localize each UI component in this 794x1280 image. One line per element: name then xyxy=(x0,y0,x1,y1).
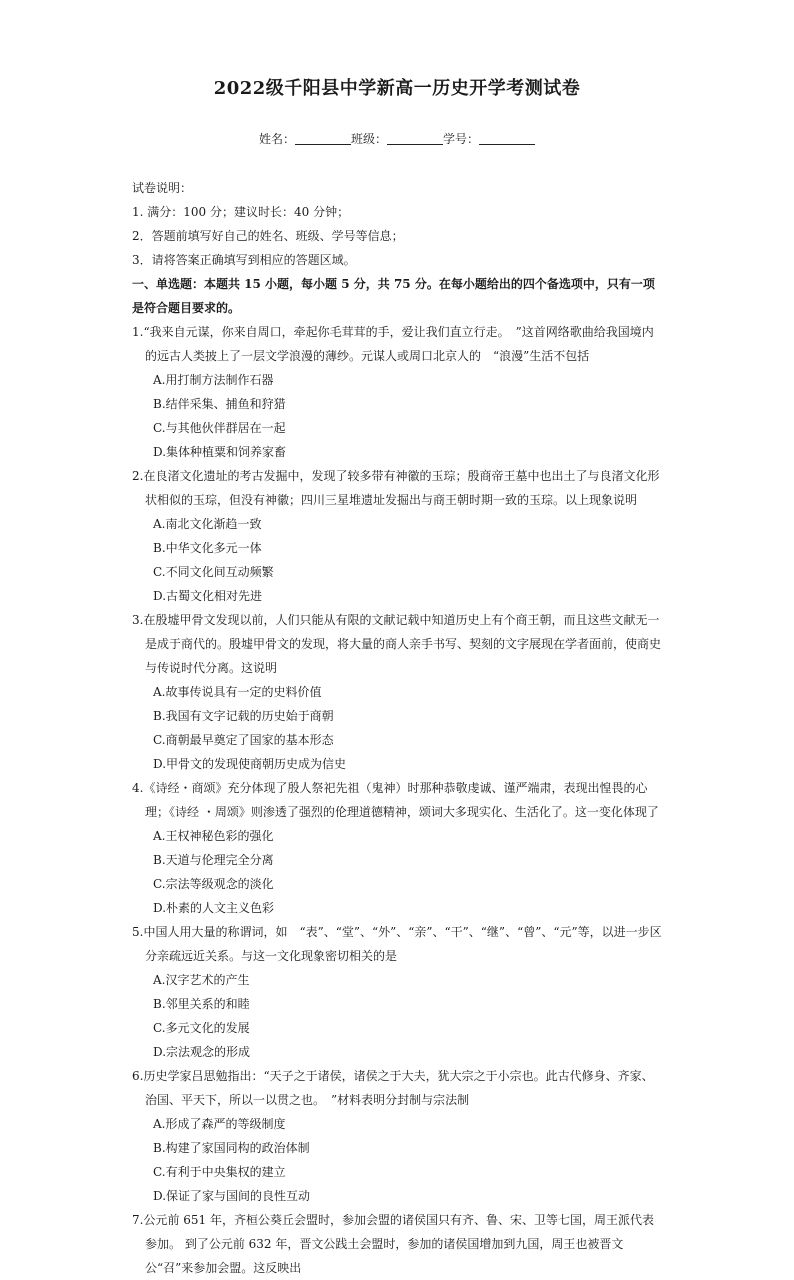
question-5 xyxy=(132,920,662,1064)
name-label: 姓名： xyxy=(258,132,295,146)
instruction-item: 1. 满分：100 分；建议时长：40 分钟； xyxy=(132,205,350,219)
question-stem: 3.在殷墟甲骨文发现以前，人们只能从有限的文献记载中知道历史上有个商王朝，而且这些文献无一是成于商代的。殷墟甲骨文的发现，将大量的商人亲手书写、契刻的文字展现在学者面前，使商史与传说时代分离。这说明 xyxy=(132,613,662,675)
question-stem: 1.“我来自元谋，你来自周口，牵起你毛茸茸的手，爱让我们直立行走。 ”这首网络歌曲给我国境内的远古人类披上了一层文学浪漫的薄纱。元谋人或周口北京人的 “浪漫”生活不包括 xyxy=(132,325,654,363)
option-c[interactable]: C.宗法等级观念的淡化 xyxy=(153,877,274,891)
id-label: 学号： xyxy=(443,132,480,146)
question-stem: 5.中国人用大量的称谓词，如 “表”、“堂”、“外”、“亲”、“干”、“继”、“曾”、“元”等，以进一步区分亲疏远近关系。与这一文化现象密切相关的是 xyxy=(132,925,662,963)
student-info-line xyxy=(0,130,794,147)
option-a[interactable]: A.南北文化渐趋一致 xyxy=(153,517,262,531)
question-stem: 7.公元前 651 年，齐桓公葵丘会盟时，参加会盟的诸侯国只有齐、鲁、宋、卫等七国，周王派代表参加。 到了公元前 632 年，晋文公践土会盟时，参加的诸侯国增加到九国，周王也被晋文公“召”来参加会盟。这反映出 xyxy=(132,1213,654,1275)
option-b[interactable]: B.我国有文字记载的历史始于商朝 xyxy=(153,709,334,723)
option-c[interactable]: C.与其他伙伴群居在一起 xyxy=(153,421,286,435)
class-label: 班级： xyxy=(350,132,387,146)
question-6 xyxy=(132,1064,662,1208)
option-list xyxy=(132,512,662,608)
exam-content xyxy=(132,176,662,1280)
question-3 xyxy=(132,608,662,776)
id-blank[interactable] xyxy=(479,132,535,145)
option-a[interactable]: A.故事传说具有一定的史料价值 xyxy=(153,685,322,699)
option-d[interactable]: D.朴素的人文主义色彩 xyxy=(153,901,275,915)
option-b[interactable]: B.天道与伦理完全分离 xyxy=(153,853,274,867)
name-blank[interactable] xyxy=(295,132,351,145)
option-c[interactable]: C.商朝最早奠定了国家的基本形态 xyxy=(153,733,334,747)
question-1 xyxy=(132,320,662,464)
question-4 xyxy=(132,776,662,920)
instruction-item: 3．请将答案正确填写到相应的答题区域。 xyxy=(132,253,356,267)
option-c[interactable]: C.不同文化间互动频繁 xyxy=(153,565,274,579)
option-b[interactable]: B.中华文化多元一体 xyxy=(153,541,262,555)
question-stem: 6.历史学家吕思勉指出：“天子之于诸侯，诸侯之于大夫，犹大宗之于小宗也。此古代修身、齐家、治国、平天下，所以一以贯之也。 ”材料表明分封制与宗法制 xyxy=(132,1069,654,1107)
option-a[interactable]: A.用打制方法制作石器 xyxy=(153,373,274,387)
option-b[interactable]: B.邻里关系的和睦 xyxy=(153,997,250,1011)
option-d[interactable]: D.甲骨文的发现使商朝历史成为信史 xyxy=(153,757,347,771)
class-blank[interactable] xyxy=(387,132,443,145)
option-d[interactable]: D.宗法观念的形成 xyxy=(153,1045,251,1059)
question-stem: 2.在良渚文化遗址的考古发掘中，发现了较多带有神徽的玉琮；殷商帝王墓中也出土了与良渚文化形状相似的玉琮，但没有神徽；四川三星堆遗址发掘出与商王朝时期一致的玉琮。以上现象说明 xyxy=(132,469,660,507)
option-c[interactable]: C.有利于中央集权的建立 xyxy=(153,1165,286,1179)
option-list xyxy=(132,368,662,464)
option-c[interactable]: C.多元文化的发展 xyxy=(153,1021,250,1035)
option-list xyxy=(132,968,662,1064)
option-a[interactable]: A.形成了森严的等级制度 xyxy=(153,1117,286,1131)
option-d[interactable]: D.保证了家与国间的良性互动 xyxy=(153,1189,311,1203)
section-heading: 一、单选题：本题共 15 小题，每小题 5 分，共 75 分。在每小题给出的四个备选项中，只有一项是符合题目要求的。 xyxy=(132,277,655,315)
question-stem: 4.《诗经・商颂》充分体现了殷人祭祀先祖（鬼神）时那种恭敬虔诚、谨严端肃，表现出惶畏的心理；《诗经 ・周颂》则渗透了强烈的伦理道德精神，颂词大多现实化、生活化了。这一变化体现了 xyxy=(132,781,659,819)
instruction-item: 2．答题前填写好自己的姓名、班级、学号等信息； xyxy=(132,229,404,243)
option-list xyxy=(132,1112,662,1208)
exam-title: 2022级千阳县中学新高一历史开学考测试卷 xyxy=(213,78,581,99)
question-2 xyxy=(132,464,662,608)
question-7 xyxy=(132,1208,662,1280)
instructions-heading: 试卷说明： xyxy=(132,181,193,195)
option-b[interactable]: B.构建了家国同构的政治体制 xyxy=(153,1141,310,1155)
option-list xyxy=(132,680,662,776)
option-b[interactable]: B.结伴采集、捕鱼和狩猎 xyxy=(153,397,286,411)
option-d[interactable]: D.古蜀文化相对先进 xyxy=(153,589,263,603)
option-list xyxy=(132,824,662,920)
option-a[interactable]: A.王权神秘色彩的强化 xyxy=(153,829,274,843)
option-a[interactable]: A.汉字艺术的产生 xyxy=(153,973,250,987)
option-d[interactable]: D.集体种植粟和饲养家畜 xyxy=(153,445,287,459)
